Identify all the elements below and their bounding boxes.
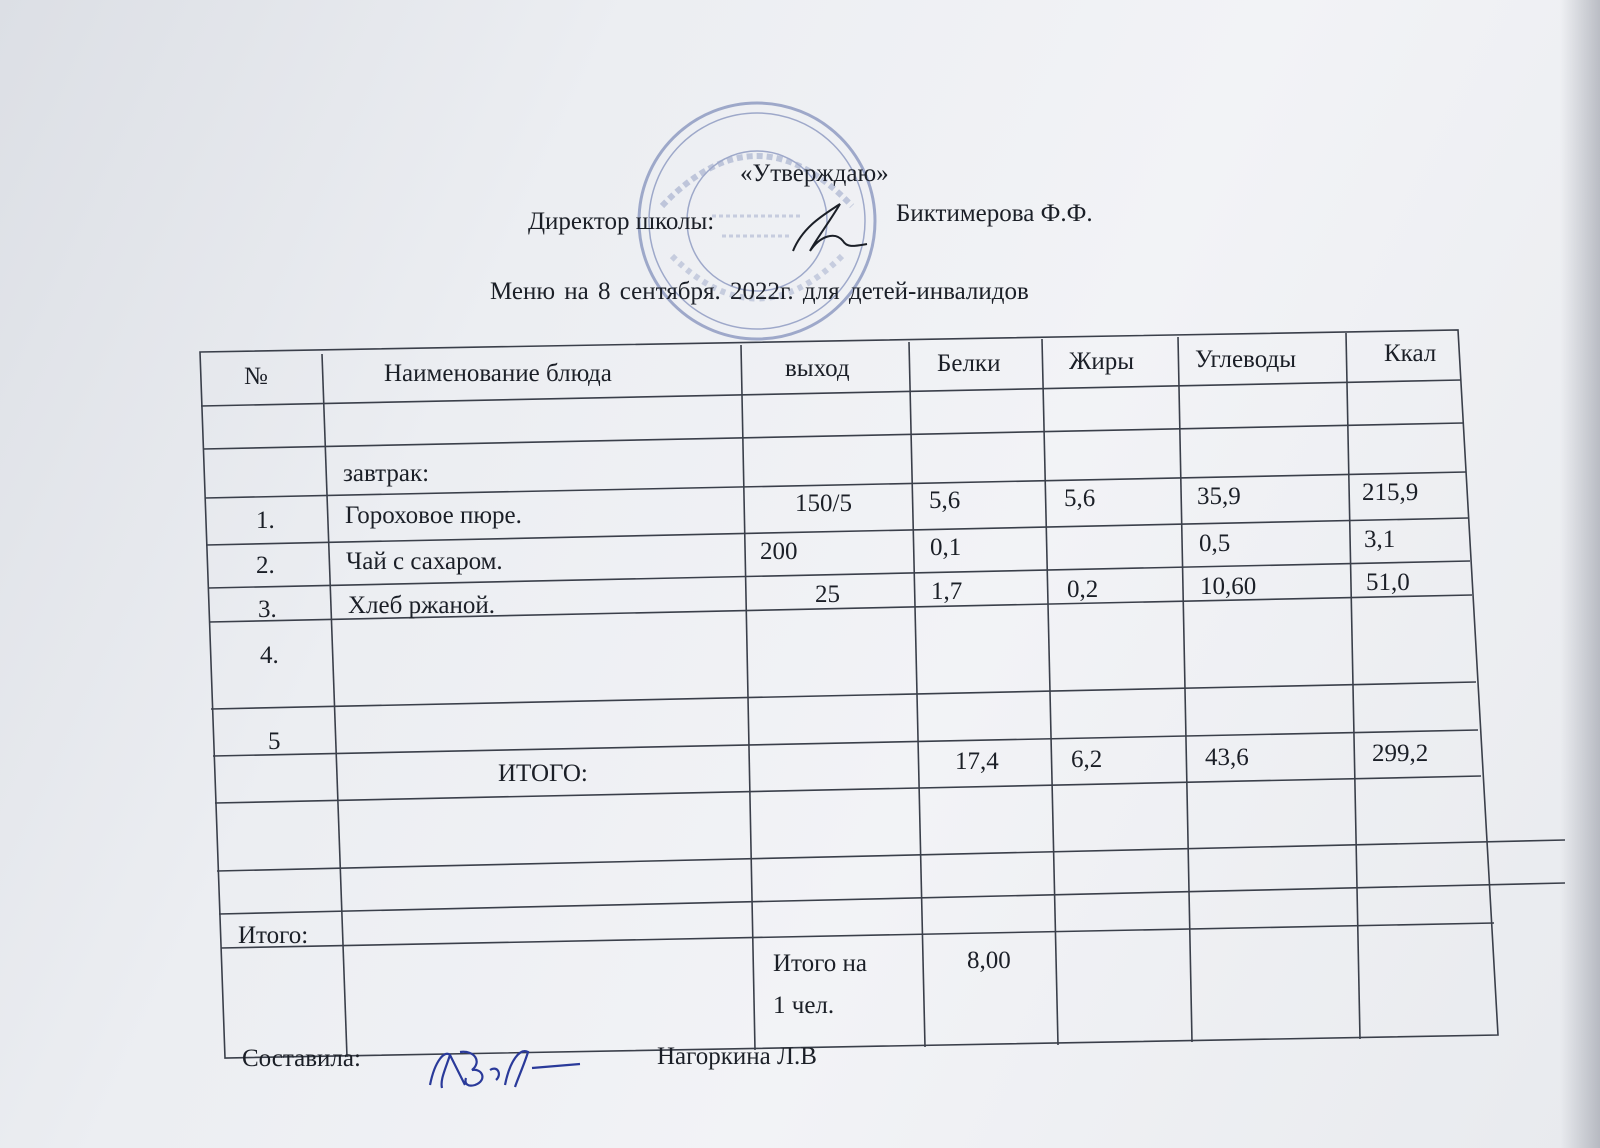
compiler-name: Нагоркина Л.В — [657, 1043, 817, 1070]
header-protein: Белки — [937, 350, 1001, 377]
subtotal-label: ИТОГО: — [498, 760, 588, 787]
row-output: 200 — [760, 538, 798, 565]
row-carbs: 10,60 — [1200, 573, 1257, 600]
subtotal-protein: 17,4 — [955, 748, 999, 775]
menu-title: Меню на 8 сентября. 2022г. для детей-инвалидов — [490, 278, 1029, 305]
row-num: 4. — [260, 642, 279, 669]
row-carbs: 35,9 — [1197, 483, 1241, 510]
per-person-label: Итого на — [773, 950, 868, 977]
row-dish-name: Чай с сахаром. — [346, 548, 503, 575]
subtotal-fat: 6,2 — [1071, 746, 1103, 773]
page-edge-shadow — [1560, 0, 1600, 1148]
row-dish-name: Гороховое пюре. — [345, 502, 522, 529]
row-num: 3. — [258, 596, 277, 623]
director-label: Директор школы: — [528, 208, 715, 235]
row-num: 5 — [268, 728, 281, 755]
row-kcal: 215,9 — [1362, 479, 1419, 506]
row-protein: 5,6 — [929, 487, 961, 514]
row-num: 1. — [256, 507, 275, 534]
row-num: 2. — [256, 552, 275, 579]
subtotal-kcal: 299,2 — [1372, 740, 1429, 767]
director-name: Биктимерова Ф.Ф. — [896, 200, 1093, 227]
approval-heading: «Утверждаю» — [740, 160, 889, 187]
header-num: № — [244, 363, 268, 390]
row-output: 150/5 — [795, 490, 852, 517]
row-kcal: 3,1 — [1364, 526, 1396, 553]
row-carbs: 0,5 — [1199, 530, 1231, 557]
header-output: выход — [785, 355, 850, 382]
per-person-value: 8,00 — [967, 947, 1011, 974]
row-fat: 5,6 — [1064, 485, 1096, 512]
compiler-label: Составила: — [242, 1045, 361, 1072]
header-carbs: Углеводы — [1195, 346, 1296, 373]
header-fat: Жиры — [1069, 348, 1135, 375]
header-dish-name: Наименование блюда — [384, 360, 612, 387]
row-fat: 0,2 — [1067, 576, 1099, 603]
row-protein: 0,1 — [930, 534, 962, 561]
row-output: 25 — [815, 581, 840, 608]
row-kcal: 51,0 — [1366, 569, 1410, 596]
header-kcal: Ккал — [1384, 340, 1437, 367]
row-protein: 1,7 — [931, 578, 963, 605]
per-person-label-line2: 1 чел. — [773, 992, 835, 1019]
compiler-signature — [420, 1040, 590, 1095]
section-breakfast: завтрак: — [343, 460, 430, 487]
grand-total-label: Итого: — [238, 922, 309, 949]
subtotal-carbs: 43,6 — [1205, 744, 1249, 771]
row-dish-name: Хлеб ржаной. — [348, 592, 495, 619]
